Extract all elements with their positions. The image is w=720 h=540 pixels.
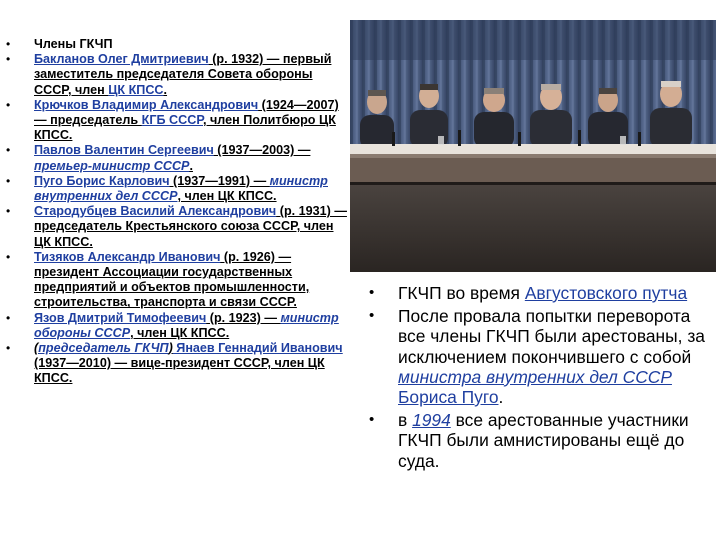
link-boris-pugo[interactable]: Бориса Пуго	[398, 387, 499, 408]
bullet-icon: •	[6, 341, 11, 356]
member-link-yanaev[interactable]: Янаев Геннадий Иванович	[172, 341, 343, 356]
member-text: (1937—2003) —	[213, 143, 311, 158]
list-item	[0, 37, 350, 52]
list-item	[0, 174, 350, 204]
bullet-icon: •	[369, 307, 375, 325]
member-text: (р. 1932) — первый заместитель председателя Совета обороны СССР, член	[34, 52, 332, 97]
list-title: Члены ГКЧП	[34, 37, 113, 51]
member-link-starodubtsev[interactable]: Стародубцев Василий Александрович	[34, 204, 277, 219]
list-item	[0, 341, 350, 387]
bullet-icon: •	[6, 52, 11, 67]
list-item	[0, 52, 350, 98]
member-link-tizyakov[interactable]: Тизяков Александр Иванович	[34, 249, 221, 264]
paren-open: (	[34, 341, 39, 356]
list-item	[0, 143, 350, 173]
member-link-kryuchkov[interactable]: Крючков Владимир Александрович	[34, 97, 259, 112]
link-prime-minister[interactable]: премьер-министр СССР	[34, 158, 190, 173]
link-defense-minister[interactable]: министр обороны СССР	[34, 310, 339, 340]
bullet-icon: •	[6, 37, 11, 51]
member-tail: , член Политбюро ЦК КПСС.	[34, 113, 336, 143]
stage-floor	[350, 182, 716, 272]
gkchp-notes-list	[365, 283, 715, 474]
bullet-icon: •	[369, 411, 375, 429]
member-link-pavlov[interactable]: Павлов Валентин Сергеевич	[34, 143, 214, 158]
list-item	[0, 250, 350, 311]
list-item	[0, 204, 350, 250]
member-tail: .	[163, 82, 168, 97]
note-text: ГКЧП во время	[398, 283, 525, 303]
member-tail: , член ЦК КПСС.	[177, 189, 277, 204]
note-tail: все арестованные участники ГКЧП были амнистированы ещё до суда.	[398, 410, 689, 471]
member-link-yazov[interactable]: Язов Дмитрий Тимофеевич	[34, 310, 207, 325]
press-conference-photo	[350, 20, 716, 272]
link-year-1994[interactable]: 1994	[412, 410, 451, 431]
link-cpsu-cc[interactable]: ЦК КПСС	[108, 82, 164, 97]
bullet-icon: •	[6, 173, 11, 188]
link-kgb[interactable]: КГБ СССР	[141, 113, 203, 128]
member-link-pugo[interactable]: Пуго Борис Карлович	[34, 173, 170, 188]
bullet-icon: •	[6, 204, 11, 219]
gkchp-members-list	[0, 37, 350, 387]
list-item	[0, 311, 350, 341]
bullet-icon: •	[6, 97, 11, 112]
list-item	[0, 98, 350, 144]
bullet-icon: •	[6, 249, 11, 264]
paren-close: )	[168, 341, 173, 356]
member-tail: , член ЦК КПСС.	[130, 325, 230, 340]
link-interior-minister[interactable]: министр внутренних дел СССР	[34, 173, 328, 204]
member-tail: .	[189, 158, 193, 173]
bullet-icon: •	[6, 310, 11, 325]
link-gkchp-chairman[interactable]: председатель ГКЧП	[38, 341, 169, 356]
member-text: (р. 1931) — председатель Крестьянского союза СССР, член ЦК КПСС.	[34, 204, 347, 249]
member-text: (1924—2007) — председатель	[34, 97, 339, 128]
note-text: в	[398, 410, 413, 431]
press-conference-image	[350, 20, 716, 272]
member-text: (р. 1923) —	[206, 310, 281, 325]
note-text: После провала попытки переворота все члены ГКЧП были арестованы, за исключением покончившего с собой	[398, 306, 705, 367]
list-item	[365, 410, 715, 471]
link-interior-minister-2[interactable]: министра внутренних дел СССР	[398, 366, 672, 387]
link-august-putsch[interactable]: Августовского путча	[524, 283, 688, 303]
bullet-icon: •	[6, 143, 11, 158]
bullet-icon: •	[369, 284, 375, 301]
member-link-baklanov[interactable]: Бакланов Олег Дмитриевич	[34, 52, 209, 67]
member-text: (1937—2010) — вице-президент СССР, член ЦК КПСС.	[34, 356, 325, 386]
member-text: (р. 1926) — президент Ассоциации государственных предприятий и объектов промышленности, строительства, транспорта и связи СССР.	[34, 249, 310, 310]
member-text: (1937—1991) —	[169, 173, 270, 188]
note-tail: .	[498, 387, 504, 408]
list-item	[365, 283, 715, 303]
list-item	[365, 306, 715, 407]
